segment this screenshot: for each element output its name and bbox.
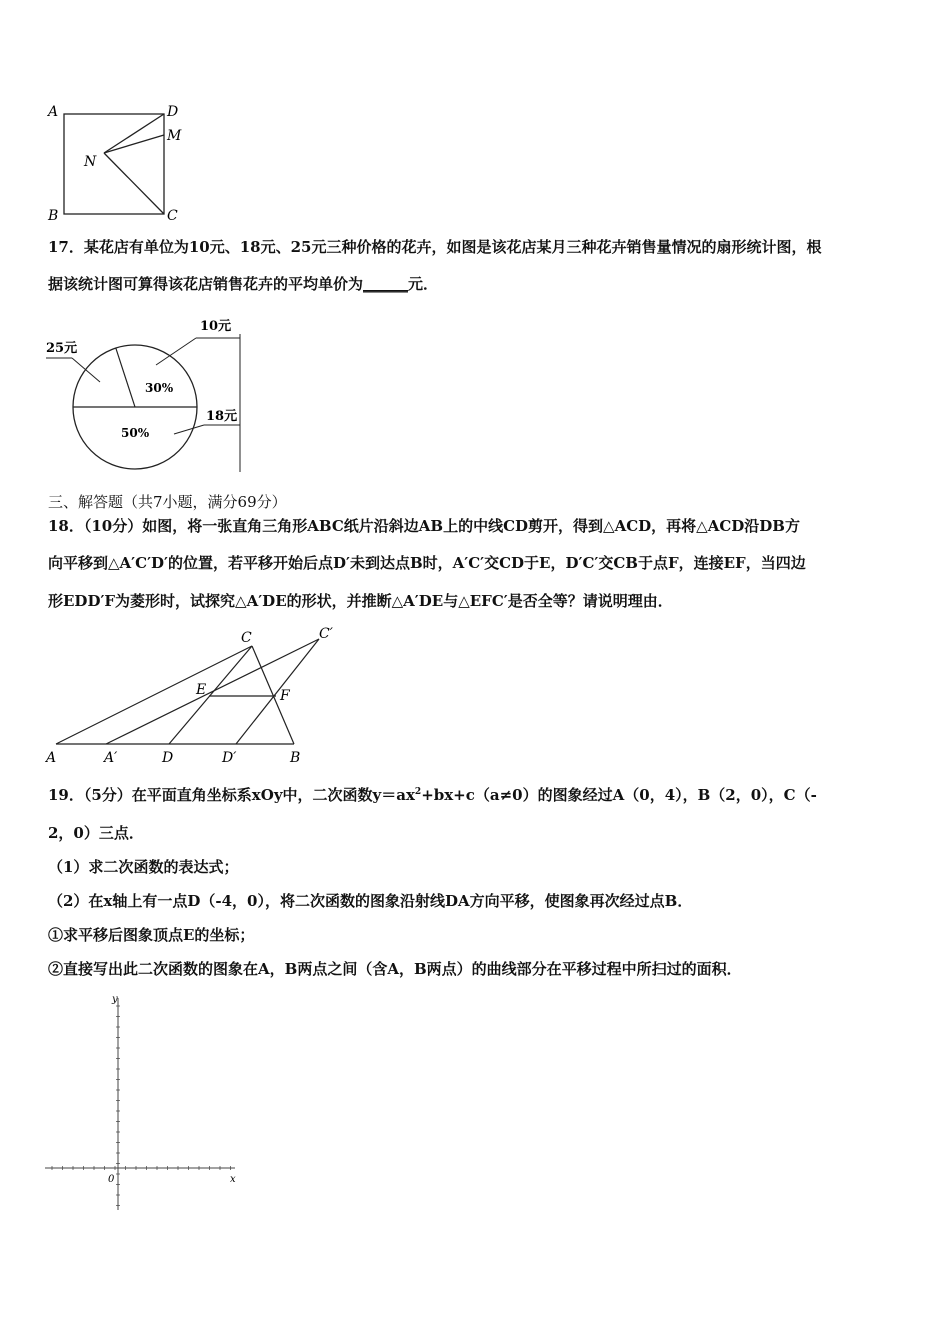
- segment-nc: [104, 153, 164, 214]
- label-d-prime: D′: [222, 750, 237, 766]
- line-cd: [169, 646, 252, 744]
- q19-sub1: （1）求二次函数的表达式；: [48, 858, 239, 876]
- y-axis-label: y: [112, 994, 118, 1005]
- answer-blank[interactable]: ______: [363, 275, 409, 293]
- label-f: F: [280, 688, 290, 704]
- q19-sub2: （2）在x轴上有一点D（-4，0），将二次函数的图象沿射线DA方向平移，使图象再次经过点B．: [48, 892, 693, 910]
- label-b: B: [290, 750, 301, 766]
- legend-10: 10元: [200, 319, 232, 334]
- q19-text-a: 19．（5分）在平面直角坐标系xOy中，二次函数y＝ax: [48, 786, 415, 804]
- origin-label: 0: [108, 1174, 115, 1185]
- q19-sub2-1: ①求平移后图象顶点E的坐标；: [48, 926, 255, 944]
- callout-18-line: [174, 425, 204, 434]
- line-ac: [56, 646, 252, 744]
- pie-slice-boundary-25元: [116, 348, 135, 407]
- q19-text-b: +bx+c（a≠0）的图象经过A（0，4），B（2，0），C（-: [421, 786, 817, 804]
- segment-nm: [104, 135, 164, 153]
- legend-25: 25元: [46, 341, 78, 356]
- label-a: A: [48, 104, 59, 120]
- section-heading: 三、解答题（共7小题，满分69分）: [48, 493, 287, 511]
- q19-line1: [48, 784, 817, 805]
- x-axis-label: x: [230, 1174, 236, 1185]
- value-label-30: 30%: [145, 381, 174, 395]
- label-c: C: [167, 208, 178, 224]
- q17-line1: 17．某花店有单位为10元、18元、25元三种价格的花卉，如图是该花店某月三种花卉销售量情况的扇形统计图，根: [48, 238, 822, 256]
- q17-text: 据该统计图可算得该花店销售花卉的平均单价为: [48, 275, 364, 293]
- q18-line1: 18．（10分）如图，将一张直角三角形ABC纸片沿斜边AB上的中线CD剪开，得到△ACD，再将△ACD沿DB方: [48, 517, 800, 535]
- q18-line2: 向平移到△A′C′D′的位置，若平移开始后点D′未到达点B时，A′C′交CD于E，D′C′交CB于点F，连接EF，当四边: [48, 554, 806, 572]
- label-c-prime: C′: [319, 626, 333, 642]
- callout-25-line: [72, 358, 100, 382]
- line-c2d2: [236, 639, 319, 744]
- label-a-prime: A′: [104, 750, 118, 766]
- value-label-50: 50%: [121, 426, 150, 440]
- label-d: D: [167, 104, 179, 120]
- label-c: C: [241, 630, 252, 646]
- label-e: E: [196, 682, 207, 698]
- label-n: N: [84, 154, 97, 170]
- q18-line3: 形EDD′F为菱形时，试探究△A′DE的形状，并推断△A′DE与△EFC′是否全等？请说明理由．: [48, 592, 673, 610]
- square-figure: [44, 100, 194, 225]
- q17-unit: 元．: [408, 275, 439, 293]
- legend-18: 18元: [206, 409, 238, 424]
- q19-line2: 2，0）三点．: [48, 824, 144, 842]
- pie-chart: [44, 312, 254, 474]
- label-b: B: [48, 208, 59, 224]
- q19-superscript: 2: [414, 787, 422, 797]
- coordinate-axes: [40, 990, 245, 1215]
- q19-sub2-2: ②直接写出此二次函数的图象在A，B两点之间（含A，B两点）的曲线部分在平移过程中所扫过的面积．: [48, 960, 742, 978]
- segment-nd: [104, 114, 164, 153]
- label-a: A: [46, 750, 57, 766]
- label-d: D: [162, 750, 174, 766]
- triangle-figure: [44, 624, 344, 769]
- label-m: M: [167, 128, 182, 144]
- q17-line2: [48, 273, 438, 294]
